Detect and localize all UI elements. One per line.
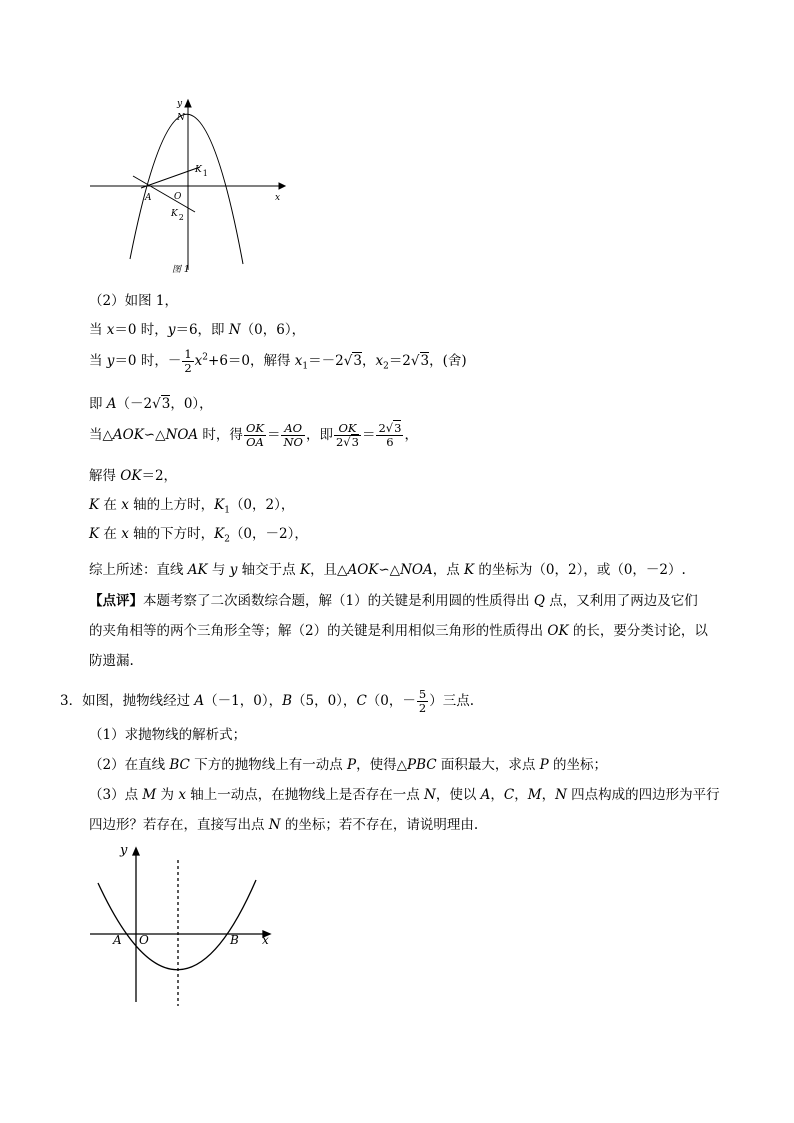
label-x: x <box>262 933 269 947</box>
label-o: O <box>139 933 149 947</box>
fraction-five-halves: $\frac{5}{2}$ <box>418 687 427 715</box>
solution-line-9: 综上所述：直线 AK 与 y 轴交于点 K，且△AOK∽△NOA，点 K 的坐标为（0，2），或（0，－2）. <box>89 562 686 578</box>
figure-caption: 图 1 <box>172 265 190 275</box>
label-k1: K1 <box>195 165 208 178</box>
label-a: A <box>145 193 152 203</box>
fraction-ok-2root3: $\frac{OK}{2√3}$ <box>335 421 359 449</box>
solution-line-4: 即 A（－2√3，0）， <box>89 396 213 412</box>
label-x: x <box>275 193 281 203</box>
problem-3-q2: （2）在直线 BC 下方的抛物线上有一动点 P，使得△PBC 面积最大，求点 P 的坐标； <box>89 757 608 773</box>
fraction-ao-no: $\frac{AO}{NO}$ <box>283 421 303 449</box>
solution-line-7: K 在 x 轴的上方时，$K_1(0$，2）， <box>89 497 295 516</box>
label-y: y <box>177 99 183 109</box>
fraction-half: $\frac{1}{2}$ <box>184 347 192 375</box>
y-axis-arrow-icon <box>133 848 139 855</box>
problem-3-q3-line-2: 四边形？若存在，直接写出点 N 的坐标；若不存在，请说明理由. <box>89 817 479 833</box>
label-b: B <box>230 933 239 947</box>
fraction-2root3-6: $\frac{2√3}{6}$ <box>378 421 402 449</box>
comment-line-2: 的夹角相等的两个三角形全等；解（2）的关键是利用相似三角形的性质得出 OK 的长，要分类讨论，以 <box>89 623 708 639</box>
label-o: O <box>174 192 182 202</box>
problem-3-q3-line-1: （3）点 M 为 x 轴上一动点，在抛物线上是否存在一点 N，使以 A，C，M，N 四点构成的四边形为平行 <box>89 787 720 803</box>
parabola <box>130 114 243 264</box>
sqrt-icon: √ <box>152 396 161 412</box>
label-k2: K2 <box>171 209 184 222</box>
solution-line-2: 当 x＝0 时，y＝6，即 N（0，6）， <box>89 322 306 338</box>
comment-line-1: 【点评】本题考察了二次函数综合题，解（1）的关键是利用圆的性质得出 Q 点，又利用了两边及它们 <box>89 593 698 609</box>
x-axis-arrow-icon <box>279 183 285 189</box>
solution-line-6: 解得 OK＝2， <box>89 468 178 484</box>
figure-2 <box>86 838 286 1010</box>
sqrt-icon: √ <box>410 353 420 369</box>
sqrt-icon: √ <box>343 353 353 369</box>
sqrt-icon: √ <box>385 421 394 435</box>
label-y: y <box>120 843 128 858</box>
label-a: A <box>113 933 122 947</box>
problem-number: 3． <box>60 693 83 709</box>
solution-line-8: K 在 x 轴的下方时，$K_2(0$，－2）， <box>89 526 308 545</box>
fraction-ok-oa: $\frac{OK}{OA}$ <box>245 421 264 449</box>
comment-tag: 【点评】 <box>89 593 143 609</box>
solution-line-5: 当△AOK∽△NOA 时，得 $\frac{OK}{OA}$ ＝ $\frac{AO}{NO}$ ，即 $\frac{OK}{2√3}$ ＝ $\frac{2√3}{6}$ ， <box>89 421 418 449</box>
comment-line-3: 防遗漏. <box>89 653 134 669</box>
problem-3-stem: 3．如图，抛物线经过 A（－1，0），B（5，0），C（0，－ $\frac{5}{2}$ ）三点. <box>60 687 474 715</box>
y-axis-arrow-icon <box>185 100 191 107</box>
label-n: N <box>177 113 185 123</box>
sqrt-icon: √ <box>343 435 351 449</box>
problem-3-q1: （1）求抛物线的解析式； <box>89 727 247 743</box>
solution-line-1: （2）如图 1， <box>89 293 178 309</box>
parabola <box>98 880 256 970</box>
line-ak2 <box>133 176 195 212</box>
solution-line-3: 当 y＝0 时，－ $\frac{1}{2}$ $x^2+6=0$，解得 $x_1=-2√3$，$x_2=2√3$，(舍) <box>89 347 467 375</box>
figure-1 <box>85 92 300 277</box>
